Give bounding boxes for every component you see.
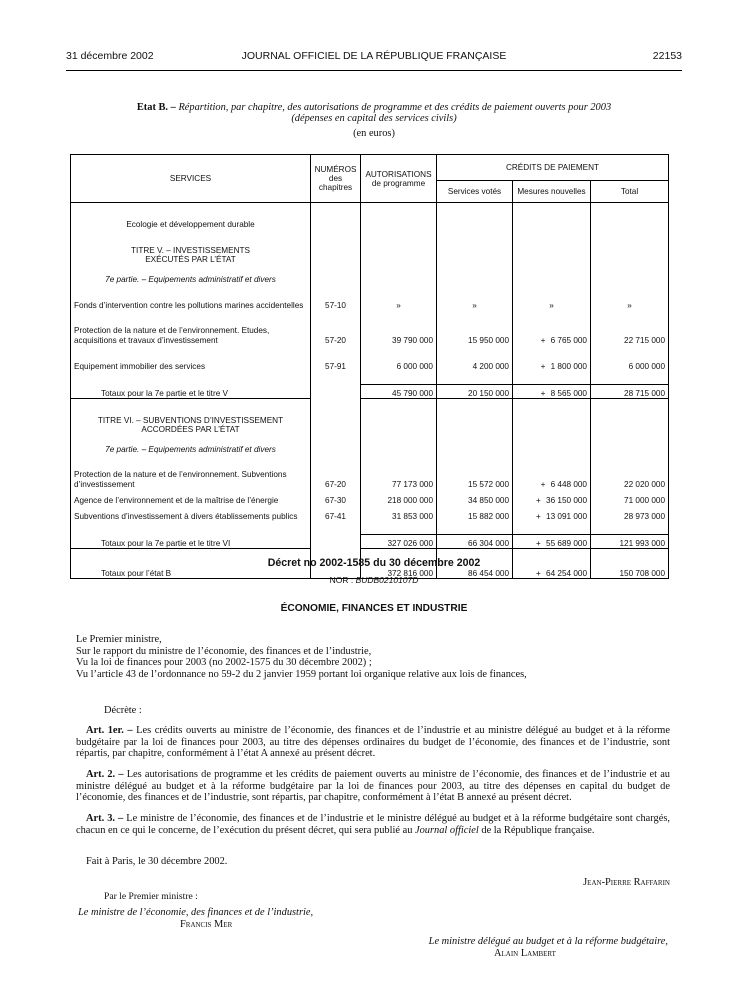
row-label: Fonds d’intervention contre les pollutions marines accidentelles xyxy=(71,297,311,310)
article-1-label: Art. 1er. – xyxy=(86,725,133,736)
minister-1-name: Francis Mer xyxy=(180,919,233,930)
row-label: Equipement immobilier des services xyxy=(71,358,311,371)
row-total: 71 000 000 xyxy=(591,489,669,505)
row-total: 22 020 000 xyxy=(591,467,669,489)
table-row xyxy=(71,358,669,371)
budget-table xyxy=(70,154,669,579)
preamble-line: Sur le rapport du ministre de l’économie, des finances et de l’industrie, xyxy=(76,645,372,657)
row-mesures-nouvelles: 36 150 000 xyxy=(546,496,587,505)
row-mesures-nouvelles: 13 091 000 xyxy=(546,512,587,521)
grand-total-sign: + xyxy=(536,569,541,578)
nor-value: BUDB0210107D xyxy=(355,575,419,585)
row-autorisations: 77 173 000 xyxy=(361,467,437,489)
decrete-label: Décrète : xyxy=(104,705,142,716)
row-autorisations: 31 853 000 xyxy=(361,505,437,521)
signer-pm: Jean-Pierre Raffarin xyxy=(583,877,670,888)
row-sign: + xyxy=(536,496,541,505)
header-page-number: 22153 xyxy=(652,50,682,62)
row-mesures-nouvelles: 6 448 000 xyxy=(550,480,587,489)
preamble-line: Vu la loi de finances pour 2003 (no 2002-1575 du 30 décembre 2002) ; xyxy=(76,657,372,669)
article-1 xyxy=(76,725,670,760)
row-sign: + xyxy=(540,480,546,489)
row-label: Protection de la nature et de l’environnement. Etudes, acquisitions et travaux d’investissement xyxy=(71,323,311,345)
total-services-votes: 66 304 000 xyxy=(437,535,513,549)
row-mesures-nouvelles: 6 765 000 xyxy=(550,336,587,345)
grand-total-autorisations: 372 816 000 xyxy=(361,562,437,579)
row-sign: + xyxy=(540,336,546,345)
row-label: Protection de la nature et de l’environnement. Subventions d’investissement xyxy=(71,467,311,489)
table-total-row xyxy=(71,535,669,549)
titre6-line2: ACCORDÉES PAR L’ÉTAT xyxy=(71,425,311,438)
preamble-line: Vu l’article 43 de l’ordonnance no 59-2 du 2 janvier 1959 portant loi organique relative aux lois de finances, xyxy=(76,668,527,680)
table-row xyxy=(71,467,669,489)
total-autorisations: 327 026 000 xyxy=(361,535,437,549)
article-1-text: Les crédits ouverts au ministre de l’économie, des finances et de l’industrie et au ministre délégué au budget et à la réforme budgétaire par la loi de finances pour 2003, au titre des dépenses ordinaires du budget de l’économie, des finances et de l’industrie, sont répartis, par chapitre, conformément à l’état A annexé au présent décret. xyxy=(76,725,670,760)
row-services-votes: » xyxy=(437,297,513,310)
table-row xyxy=(71,505,669,521)
etat-title-line1: Répartition, par chapitre, des autorisations de programme et des crédits de paiement ouverts pour 2003 xyxy=(178,102,612,113)
row-services-votes: 4 200 000 xyxy=(437,358,513,371)
table-row xyxy=(71,489,669,505)
row-total: 6 000 000 xyxy=(591,358,669,371)
article-3-label: Art. 3. – xyxy=(86,813,124,824)
decree-preamble xyxy=(76,634,670,680)
row-total: 22 715 000 xyxy=(591,323,669,345)
total-total: 121 993 000 xyxy=(591,535,669,549)
nor-label: NOR : xyxy=(329,575,354,585)
row-mesures-nouvelles: 1 800 000 xyxy=(550,362,587,371)
row-label: Subventions d’investissement à divers établissements publics xyxy=(71,505,311,521)
row-chapter: 67-30 xyxy=(311,489,361,505)
etat-unit: (en euros) xyxy=(353,128,395,139)
etat-title xyxy=(66,102,682,124)
titre5-line1: TITRE V. – INVESTISSEMENTS xyxy=(71,242,311,255)
row-chapter: 57-10 xyxy=(311,297,361,310)
row-chapter: 57-91 xyxy=(311,358,361,371)
decree-title: Décret no 2002-1585 du 30 décembre 2002 xyxy=(267,557,481,569)
partie7-heading-a: 7e partie. – Equipements administratif et divers xyxy=(71,268,311,284)
col-header-services: SERVICES xyxy=(71,155,311,203)
preamble-line: Le Premier ministre, xyxy=(76,634,162,645)
col-header-numeros: NUMÉROS des chapitres xyxy=(311,155,361,203)
header-journal: JOURNAL OFFICIEL DE LA RÉPUBLIQUE FRANÇAISE xyxy=(241,50,507,62)
total-total: 28 715 000 xyxy=(591,385,669,399)
table-row xyxy=(71,297,669,310)
row-total: 28 973 000 xyxy=(591,505,669,521)
running-header xyxy=(66,50,682,66)
header-rule xyxy=(66,70,682,71)
total-label: Totaux pour la 7e partie et le titre V xyxy=(71,385,311,399)
row-mesures-nouvelles: » xyxy=(513,297,591,310)
fait-a-paris: Fait à Paris, le 30 décembre 2002. xyxy=(86,856,228,867)
row-chapter: 57-20 xyxy=(311,323,361,345)
col-header-services-votes: Services votés xyxy=(437,181,513,203)
col-header-credits: CRÉDITS DE PAIEMENT xyxy=(437,155,669,181)
article-2-text: Les autorisations de programme et les crédits de paiement ouverts au ministre de l’économie, des finances et de l’industrie et au ministre délégué au budget et à la réforme budgétaire par la loi de finances pour 2003, au titre des dépenses en capital du budget de l’économie, des finances et de l’industrie, sont répartis, par chapitre, conformément à l’état B annexé au présent décret. xyxy=(76,769,671,804)
col-header-autorisations: AUTORISATIONS de programme xyxy=(361,155,437,203)
titre5-line2: EXÉCUTÉS PAR L’ÉTAT xyxy=(71,255,311,268)
grand-total-services-votes: 86 454 000 xyxy=(437,562,513,579)
col-header-total: Total xyxy=(591,181,669,203)
titre6-line1: TITRE VI. – SUBVENTIONS D’INVESTISSEMENT xyxy=(71,412,311,425)
grand-total-mesures-nouvelles: 64 254 000 xyxy=(546,569,587,578)
row-autorisations: 6 000 000 xyxy=(361,358,437,371)
total-sign: + xyxy=(536,539,541,548)
row-services-votes: 15 572 000 xyxy=(437,467,513,489)
article-3-text-b: de la République française. xyxy=(481,824,595,836)
row-chapter: 67-41 xyxy=(311,505,361,521)
minister-1-title: Le ministre de l’économie, des finances et de l’industrie, xyxy=(78,907,314,918)
total-sign: + xyxy=(540,389,546,398)
etat-title-line2: (dépenses en capital des services civils) xyxy=(291,113,457,124)
row-total: » xyxy=(591,297,669,310)
article-3 xyxy=(76,813,670,836)
row-services-votes: 15 950 000 xyxy=(437,323,513,345)
minister-2-title: Le ministre délégué au budget et à la réforme budgétaire, xyxy=(428,936,668,947)
article-3-journal: Journal officiel xyxy=(415,824,479,836)
row-autorisations: » xyxy=(361,297,437,310)
total-autorisations: 45 790 000 xyxy=(361,385,437,399)
row-services-votes: 15 882 000 xyxy=(437,505,513,521)
decree-nor xyxy=(66,575,682,585)
decree-ministry: ÉCONOMIE, FINANCES ET INDUSTRIE xyxy=(280,603,468,614)
partie7-heading-b: 7e partie. – Equipements administratif et divers xyxy=(71,438,311,454)
row-sign: + xyxy=(536,512,541,521)
section-heading: Ecologie et développement durable xyxy=(71,216,311,229)
table-total-row xyxy=(71,385,669,399)
row-chapter: 67-20 xyxy=(311,467,361,489)
grand-total-label: Totaux pour l’état B xyxy=(71,562,311,579)
total-mesures-nouvelles: 8 565 000 xyxy=(550,389,587,398)
minister-2-name: Alain Lambert xyxy=(494,948,556,959)
row-label: Agence de l’environnement et de la maîtrise de l’énergie xyxy=(71,489,311,505)
row-autorisations: 39 790 000 xyxy=(361,323,437,345)
row-services-votes: 34 850 000 xyxy=(437,489,513,505)
grand-total-total: 150 708 000 xyxy=(591,562,669,579)
par-le-premier-ministre: Par le Premier ministre : xyxy=(104,891,198,902)
total-services-votes: 20 150 000 xyxy=(437,385,513,399)
article-2 xyxy=(76,769,670,804)
header-date: 31 décembre 2002 xyxy=(66,50,154,62)
table-row xyxy=(71,323,669,345)
row-autorisations: 218 000 000 xyxy=(361,489,437,505)
etat-label: Etat B. – xyxy=(136,102,176,113)
col-header-mesures-nouvelles: Mesures nouvelles xyxy=(513,181,591,203)
article-3-text-a: Le ministre de l’économie, des finances et de l’industrie et le ministre délégué au budget et à la réforme budgétaire sont chargés, chacun en ce qui le concerne, de l’exécution du présent décret, qui sera publié au xyxy=(76,813,670,836)
total-label: Totaux pour la 7e partie et le titre VI xyxy=(71,535,311,549)
row-sign: + xyxy=(540,362,546,371)
total-mesures-nouvelles: 55 689 000 xyxy=(546,539,587,548)
article-2-label: Art. 2. – xyxy=(86,769,124,780)
